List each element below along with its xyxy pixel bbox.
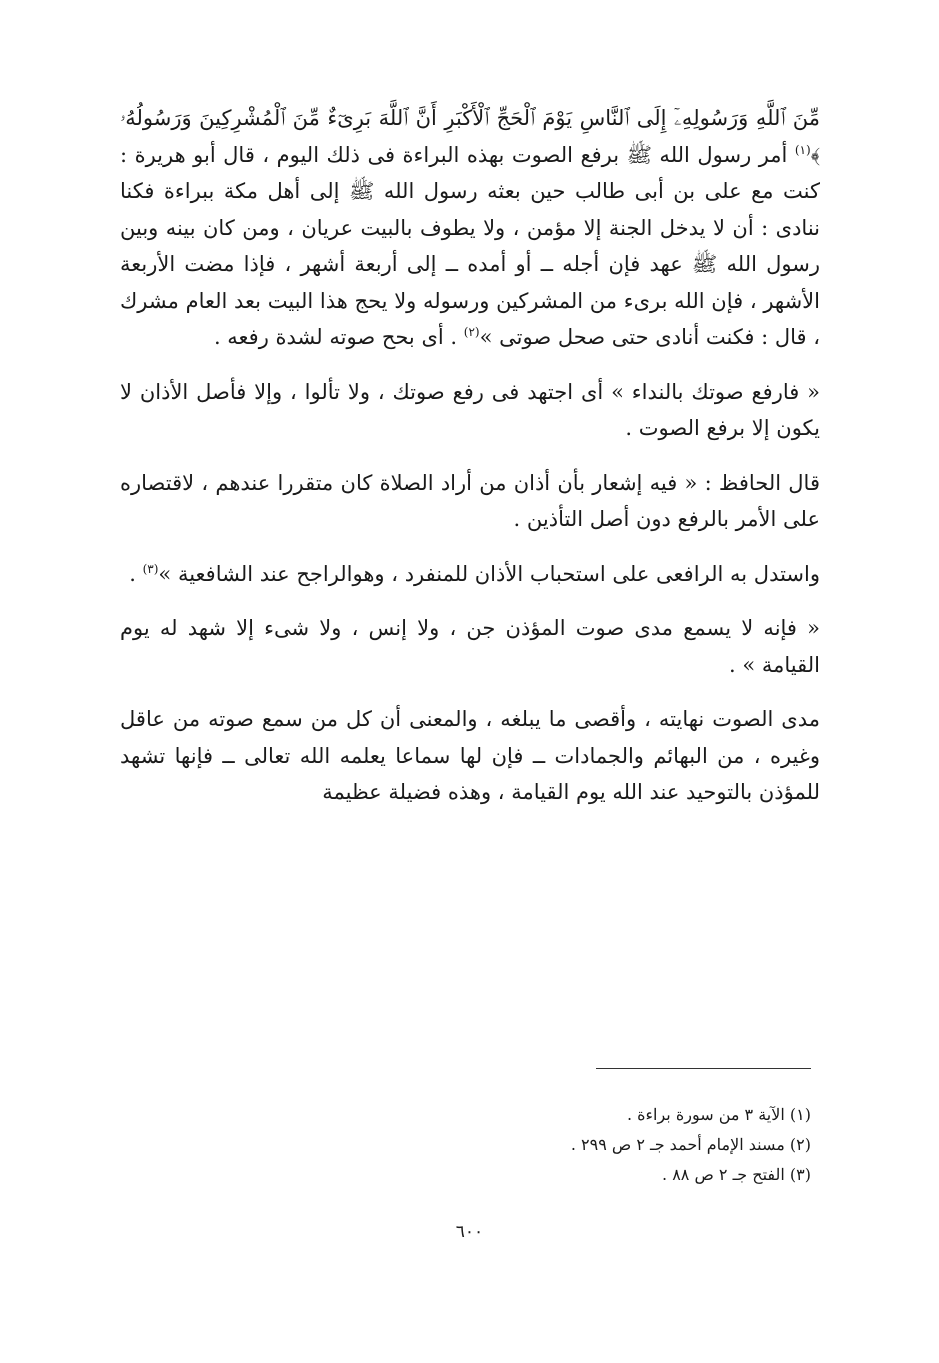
page-number: ٦٠٠ [455,1222,484,1242]
footnote-3: (٣) الفتح جـ ٢ ص ٨٨ . [662,1165,811,1184]
paragraph-hafiz: قال الحافظ : « فيه إشعار بأن أذان من أراد الصلاة كان متقررا عندهم ، لاقتصاره على الأمر بالرفع دون أصل التأذين . [120,470,820,531]
explanation-text: . أى بحح صوته لشدة رفعه . [213,325,464,349]
rafii-tail: . [129,561,143,586]
footnote-ref-2: (٢) [463,325,480,339]
rafii-text: واستدل به الرافعى على استحباب الأذان للمنفرد ، وهوالراجح عند الشافعية » [158,561,820,586]
paragraph-rafii [120,556,820,593]
paragraph-raise-voice: « فارفع صوتك بالنداء » أى اجتهد فى رفع صوتك ، ولا تألوا ، وإلا فأصل الأذان لا يكون إلا برفع الصوت . [120,379,820,440]
footnotes [311,1100,811,1190]
hadith-text: أمر رسول الله ﷺ برفع الصوت بهذه البراءة فى ذلك اليوم ، قال أبو هريرة : كنت مع على بن أبى طالب حين بعثه رسول الله ﷺ إلى أهل مكة ببراءة فكنا ننادى : أن لا يدخل الجنة إلا مؤمن ، ولا يطوف بالبيت عريان ، ومن كان بينه وبين رسول الله ﷺ عهد فإن أجله ــ أو أمده ــ إلى أربعة أشهر ، فإذا مضت الأربعة الأشهر ، فإن الله برىء من المشركين ورسوله ولا يحج هذا البيت بعد العام مشرك ، قال : فكنت أنادى حتى صحل صوتى » [120,142,820,349]
paragraph-quran-hadith [120,100,820,356]
footnote-1: (١) الآية ٣ من سورة براءة . [626,1105,811,1124]
footnote-2: (٢) مسند الإمام أحمد جـ ٢ ص ٢٩٩ . [570,1135,811,1154]
footnote-ref-1: (١) [794,142,811,157]
paragraph-hadith-quote: « فإنه لا يسمع مدى صوت المؤذن جن ، ولا إنس ، ولا شىء إلا شهد له يوم القيامة » . [120,616,820,677]
main-text [120,100,820,811]
footnote-divider [596,1068,811,1069]
paragraph-explanation: مدى الصوت نهايته ، وأقصى ما يبلغه ، والمعنى أن كل من سمع صوته من عاقل وغيره ، من البهائم والجمادات ــ فإن لها سماعا يعلمه الله تعالى ــ فإنها تشهد للمؤذن بالتوحيد عند الله يوم القيامة ، وهذه فضيلة عظيمة [120,707,820,804]
quran-verse: مِّنَ ٱللَّهِ وَرَسُولِهِۦٓ إِلَى ٱلنَّاسِ يَوْمَ ٱلْحَجِّ ٱلْأَكْبَرِ أَنَّ ٱللَّهَ بَرِىٓءٌ مِّنَ ٱلْمُشْرِكِينَ وَرَسُولُهُۥ ﴾ [120,106,820,167]
footnote-ref-3: (٣) [142,561,159,576]
